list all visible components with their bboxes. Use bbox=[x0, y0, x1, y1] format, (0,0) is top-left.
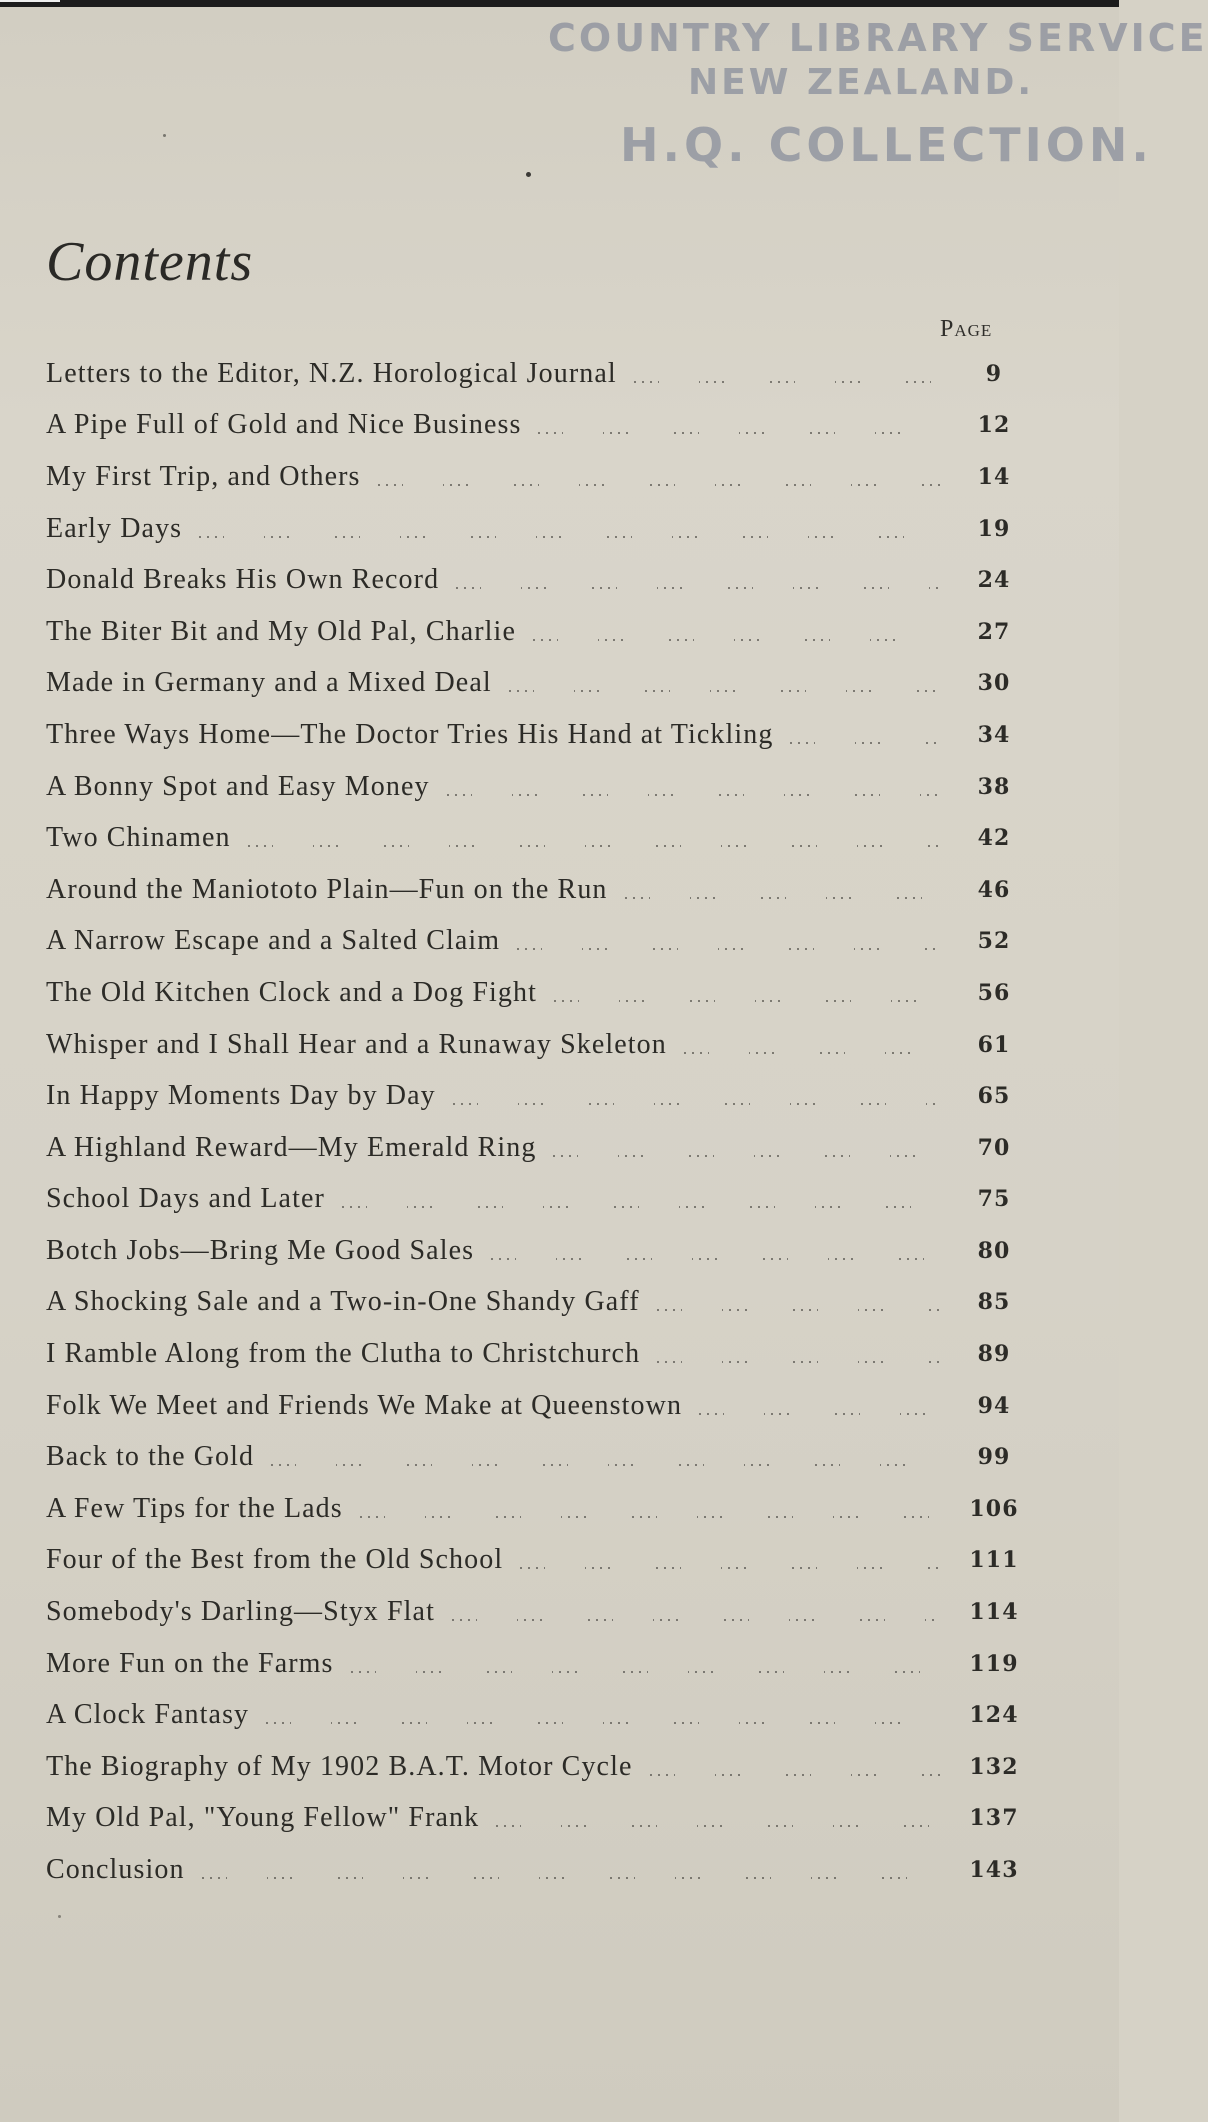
toc-dot-leader bbox=[449, 1619, 940, 1621]
toc-entry-title: Early Days bbox=[46, 512, 183, 544]
toc-entry-title: Conclusion bbox=[46, 1854, 185, 1886]
toc-dot-leader bbox=[199, 1877, 940, 1879]
toc-dot-leader bbox=[654, 1309, 940, 1311]
toc-entry-page-number: 34 bbox=[977, 721, 1011, 748]
toc-entry bbox=[46, 1277, 1022, 1329]
toc-entry-title: Made in Germany and a Mixed Deal bbox=[46, 667, 492, 699]
toc-entry-title: My Old Pal, "Young Fellow" Frank bbox=[46, 1802, 480, 1834]
library-stamp-line-2: NEW ZEALAND. bbox=[688, 62, 1035, 103]
toc-entry bbox=[46, 1122, 1022, 1174]
library-stamp-line-3: H.Q. COLLECTION. bbox=[620, 118, 1153, 172]
toc-entry-page-number: 94 bbox=[977, 1392, 1011, 1419]
toc-entry-page-number: 24 bbox=[977, 567, 1011, 594]
toc-entry-page-number: 106 bbox=[969, 1495, 1019, 1522]
toc-entry-title: A Bonny Spot and Easy Money bbox=[46, 770, 430, 802]
toc-entry-title: Botch Jobs—Bring Me Good Sales bbox=[46, 1234, 475, 1266]
toc-entry bbox=[46, 1535, 1022, 1587]
toc-entry-title: In Happy Moments Day by Day bbox=[46, 1080, 436, 1112]
ink-speck bbox=[163, 134, 166, 137]
toc-entry bbox=[46, 1070, 1022, 1122]
toc-dot-leader bbox=[375, 484, 940, 486]
scan-edge-notch bbox=[0, 0, 60, 2]
toc-entry-title: Four of the Best from the Old School bbox=[46, 1544, 504, 1576]
toc-entry bbox=[46, 658, 1022, 710]
toc-entry-page-number: 70 bbox=[977, 1134, 1011, 1161]
toc-dot-leader bbox=[196, 536, 940, 538]
table-of-contents bbox=[46, 348, 1022, 1896]
toc-entry bbox=[46, 606, 1022, 658]
ink-speck bbox=[58, 1915, 61, 1918]
toc-entry bbox=[46, 348, 1022, 400]
toc-entry bbox=[46, 1328, 1022, 1380]
toc-entry bbox=[46, 967, 1022, 1019]
toc-dot-leader bbox=[647, 1774, 941, 1776]
toc-entry-page-number: 143 bbox=[969, 1857, 1019, 1884]
toc-entry bbox=[46, 709, 1022, 761]
toc-entry-title: A Highland Reward—My Emerald Ring bbox=[46, 1131, 537, 1163]
toc-entry bbox=[46, 1741, 1022, 1793]
toc-dot-leader bbox=[453, 587, 940, 589]
toc-entry-page-number: 111 bbox=[969, 1547, 1019, 1574]
toc-entry bbox=[46, 1844, 1022, 1896]
toc-entry-page-number: 137 bbox=[969, 1805, 1019, 1832]
toc-dot-leader bbox=[631, 381, 940, 383]
toc-dot-leader bbox=[245, 845, 940, 847]
toc-dot-leader bbox=[444, 794, 940, 796]
toc-dot-leader bbox=[622, 897, 940, 899]
toc-dot-leader bbox=[268, 1464, 940, 1466]
toc-entry-title: The Biter Bit and My Old Pal, Charlie bbox=[46, 615, 516, 647]
toc-entry-page-number: 42 bbox=[977, 825, 1011, 852]
toc-entry bbox=[46, 503, 1022, 555]
toc-entry-title: Three Ways Home—The Doctor Tries His Hand at Tickling bbox=[46, 718, 774, 750]
toc-dot-leader bbox=[550, 1155, 940, 1157]
toc-dot-leader bbox=[681, 1052, 940, 1054]
toc-entry bbox=[46, 554, 1022, 606]
toc-entry bbox=[46, 916, 1022, 968]
toc-entry-title: Letters to the Editor, N.Z. Horological Journal bbox=[46, 357, 617, 389]
toc-dot-leader bbox=[506, 690, 940, 692]
toc-entry-title: A Clock Fantasy bbox=[46, 1699, 250, 1731]
toc-entry-page-number: 27 bbox=[977, 618, 1011, 645]
toc-entry-title: More Fun on the Farms bbox=[46, 1647, 334, 1679]
toc-dot-leader bbox=[357, 1516, 940, 1518]
toc-entry-title: Whisper and I Shall Hear and a Runaway Skeleton bbox=[46, 1028, 667, 1060]
toc-dot-leader bbox=[535, 432, 940, 434]
toc-entry-title: A Pipe Full of Gold and Nice Business bbox=[46, 409, 522, 441]
toc-entry-title: Two Chinamen bbox=[46, 822, 231, 854]
toc-entry bbox=[46, 1431, 1022, 1483]
toc-entry-page-number: 80 bbox=[977, 1237, 1011, 1264]
toc-entry-page-number: 132 bbox=[969, 1753, 1019, 1780]
toc-dot-leader bbox=[348, 1671, 940, 1673]
toc-entry bbox=[46, 1380, 1022, 1432]
ink-speck bbox=[526, 172, 531, 177]
toc-dot-leader bbox=[263, 1722, 940, 1724]
toc-entry-page-number: 12 bbox=[977, 412, 1011, 439]
toc-entry bbox=[46, 400, 1022, 452]
toc-dot-leader bbox=[517, 1567, 940, 1569]
toc-entry-page-number: 114 bbox=[969, 1599, 1019, 1626]
toc-entry-title: School Days and Later bbox=[46, 1183, 325, 1215]
toc-dot-leader bbox=[787, 742, 940, 744]
toc-entry-page-number: 19 bbox=[977, 515, 1011, 542]
toc-entry-title: I Ramble Along from the Clutha to Christchurch bbox=[46, 1338, 641, 1370]
toc-entry-page-number: 38 bbox=[977, 773, 1011, 800]
toc-entry bbox=[46, 1174, 1022, 1226]
toc-entry-title: Back to the Gold bbox=[46, 1441, 255, 1473]
toc-dot-leader bbox=[514, 948, 940, 950]
toc-entry bbox=[46, 1483, 1022, 1535]
toc-dot-leader bbox=[530, 639, 940, 641]
toc-entry bbox=[46, 1638, 1022, 1690]
toc-entry-title: Folk We Meet and Friends We Make at Queenstown bbox=[46, 1389, 683, 1421]
toc-dot-leader bbox=[488, 1258, 940, 1260]
toc-entry bbox=[46, 761, 1022, 813]
toc-entry-title: The Old Kitchen Clock and a Dog Fight bbox=[46, 976, 537, 1008]
toc-dot-leader bbox=[450, 1103, 940, 1105]
toc-entry bbox=[46, 1689, 1022, 1741]
toc-entry bbox=[46, 1019, 1022, 1071]
toc-entry-page-number: 119 bbox=[969, 1650, 1019, 1677]
toc-dot-leader bbox=[339, 1206, 940, 1208]
toc-entry-page-number: 124 bbox=[969, 1702, 1019, 1729]
toc-entry-title: Somebody's Darling—Styx Flat bbox=[46, 1596, 435, 1628]
toc-entry-page-number: 75 bbox=[977, 1186, 1011, 1213]
toc-entry-title: A Narrow Escape and a Salted Claim bbox=[46, 925, 501, 957]
page-column-label: Page bbox=[940, 316, 993, 342]
toc-entry-page-number: 30 bbox=[977, 670, 1011, 697]
toc-entry-page-number: 9 bbox=[985, 360, 1003, 387]
toc-entry-page-number: 85 bbox=[977, 1289, 1011, 1316]
toc-dot-leader bbox=[551, 1000, 940, 1002]
toc-entry-title: A Few Tips for the Lads bbox=[46, 1492, 343, 1524]
toc-entry bbox=[46, 812, 1022, 864]
toc-dot-leader bbox=[493, 1825, 940, 1827]
toc-entry bbox=[46, 864, 1022, 916]
library-stamp-line-1: COUNTRY LIBRARY SERVICE bbox=[548, 16, 1208, 60]
toc-entry-page-number: 52 bbox=[977, 928, 1011, 955]
toc-entry bbox=[46, 1586, 1022, 1638]
toc-entry-page-number: 61 bbox=[977, 1031, 1011, 1058]
toc-entry bbox=[46, 451, 1022, 503]
toc-entry-page-number: 46 bbox=[977, 876, 1011, 903]
toc-entry bbox=[46, 1225, 1022, 1277]
toc-entry-title: Around the Maniototo Plain—Fun on the Run bbox=[46, 873, 608, 905]
toc-entry-title: The Biography of My 1902 B.A.T. Motor Cycle bbox=[46, 1750, 633, 1782]
scan-edge-bar bbox=[0, 0, 1119, 7]
toc-entry-page-number: 14 bbox=[977, 463, 1011, 490]
toc-entry-title: A Shocking Sale and a Two-in-One Shandy Gaff bbox=[46, 1286, 640, 1318]
toc-entry-page-number: 89 bbox=[977, 1341, 1011, 1368]
toc-dot-leader bbox=[696, 1413, 940, 1415]
toc-entry-title: Donald Breaks His Own Record bbox=[46, 564, 440, 596]
toc-dot-leader bbox=[654, 1361, 940, 1363]
contents-heading: Contents bbox=[46, 231, 254, 293]
toc-entry-page-number: 99 bbox=[977, 1444, 1011, 1471]
toc-entry-page-number: 65 bbox=[977, 1083, 1011, 1110]
toc-entry-page-number: 56 bbox=[977, 979, 1011, 1006]
toc-entry bbox=[46, 1793, 1022, 1845]
toc-entry-title: My First Trip, and Others bbox=[46, 460, 361, 492]
